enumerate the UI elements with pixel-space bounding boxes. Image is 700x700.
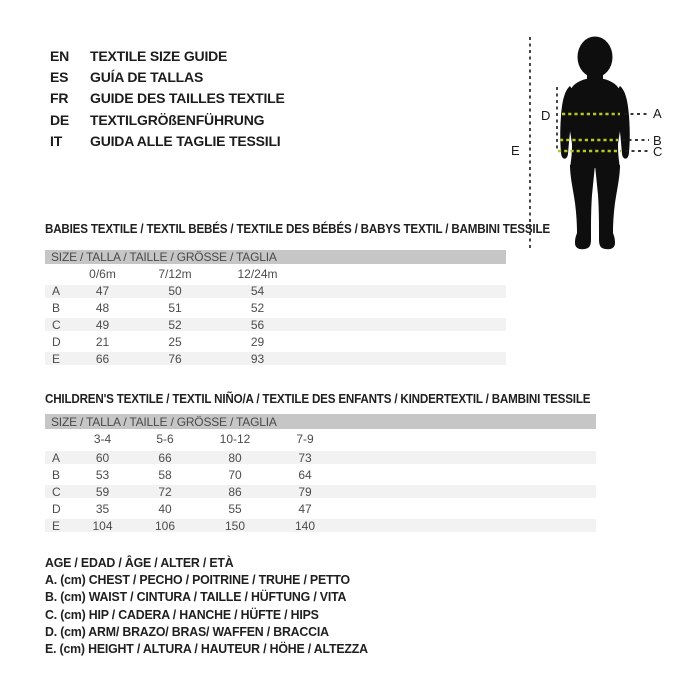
children-size-table <box>45 414 596 534</box>
cell: 86 <box>228 484 242 499</box>
language-title: GUÍA DE TALLAS <box>90 68 204 85</box>
cell: 54 <box>250 284 265 299</box>
figure-label-e: E <box>511 143 520 158</box>
language-title: TEXTILE SIZE GUIDE <box>90 47 228 64</box>
column-header-row <box>45 264 506 283</box>
language-title: TEXTILGRÖßENFÜHRUNG <box>90 111 265 128</box>
cell: 29 <box>250 334 265 349</box>
cell: 58 <box>158 467 172 482</box>
cell: 59 <box>95 484 110 499</box>
size-header-bar: SIZE / TALLA / TAILLE / GRÖSSE / TAGLIA <box>45 250 506 264</box>
table-row <box>45 449 596 466</box>
cell: 60 <box>95 450 110 465</box>
language-row-de <box>50 109 285 130</box>
cell: 66 <box>95 351 110 366</box>
language-code: FR <box>50 90 69 107</box>
row-label: E <box>52 351 61 366</box>
row-label: B <box>52 301 61 316</box>
figure-label-c: C <box>653 144 663 159</box>
table-row <box>45 483 596 500</box>
cell: 70 <box>228 467 242 482</box>
cell: 56 <box>250 317 265 332</box>
babies-size-table <box>45 250 506 367</box>
cell: 25 <box>168 334 182 349</box>
cell: 52 <box>168 317 182 332</box>
language-row-en <box>50 45 285 66</box>
legend-item-waist: B. (cm) WAIST / CINTURA / TAILLE / HÜFTUNG / VITA <box>45 589 347 605</box>
cell: 93 <box>250 351 265 366</box>
language-row-es <box>50 66 285 87</box>
table-row <box>45 333 506 350</box>
table-row <box>45 317 506 334</box>
row-label: A <box>52 284 61 299</box>
cell: 53 <box>95 467 110 482</box>
row-label: E <box>52 518 61 533</box>
figure-label-d: D <box>541 108 551 123</box>
column-header: 12/24m <box>237 266 278 281</box>
language-code: ES <box>50 68 69 85</box>
cell: 106 <box>154 518 176 533</box>
legend-age-line: AGE / EDAD / ÂGE / ALTER / ETÀ <box>45 555 234 571</box>
cell: 55 <box>228 501 242 516</box>
column-header: 7-9 <box>296 432 314 446</box>
cell: 51 <box>168 301 182 316</box>
cell: 47 <box>298 501 312 516</box>
table-row <box>45 500 596 517</box>
column-header: 10-12 <box>219 432 251 446</box>
child-silhouette <box>560 37 630 250</box>
column-header-row <box>45 429 596 449</box>
language-row-fr <box>50 88 285 109</box>
row-label: A <box>52 450 61 465</box>
table-row <box>45 283 506 300</box>
cell: 76 <box>168 351 182 366</box>
cell: 40 <box>158 501 172 516</box>
table-row <box>45 350 506 367</box>
cell: 80 <box>228 450 242 465</box>
language-code: DE <box>50 111 70 128</box>
column-header: 7/12m <box>158 266 192 281</box>
cell: 79 <box>298 484 312 499</box>
language-code: IT <box>50 132 63 149</box>
cell: 35 <box>95 501 110 516</box>
language-row-it <box>50 130 285 151</box>
cell: 73 <box>298 450 312 465</box>
cell: 66 <box>158 450 172 465</box>
column-header: 5-6 <box>156 432 174 446</box>
figure-label-b: B <box>653 133 662 148</box>
column-header: 0/6m <box>89 266 116 281</box>
cell: 140 <box>294 518 316 533</box>
babies-table-heading: BABIES TEXTILE / TEXTIL BEBÉS / TEXTILE DES BÉBÉS / BABYS TEXTIL / BAMBINI TESSILE <box>45 222 550 236</box>
cell: 52 <box>250 301 265 316</box>
cell: 150 <box>224 518 246 533</box>
measurement-legend <box>45 554 385 657</box>
legend-item-chest: A. (cm) CHEST / PECHO / POITRINE / TRUHE / PETTO <box>45 572 350 588</box>
row-label: D <box>52 501 61 516</box>
size-header-bar: SIZE / TALLA / TAILLE / GRÖSSE / TAGLIA <box>45 414 596 429</box>
column-header: 3-4 <box>93 432 112 446</box>
table-row <box>45 466 596 483</box>
language-title: GUIDA ALLE TAGLIE TESSILI <box>90 132 281 149</box>
cell: 104 <box>92 518 113 533</box>
cell: 50 <box>168 284 182 299</box>
cell: 21 <box>95 334 110 349</box>
row-label: D <box>52 334 61 349</box>
language-list <box>50 45 285 151</box>
children-table-heading: CHILDREN'S TEXTILE / TEXTIL NIÑO/A / TEXTILE DES ENFANTS / KINDERTEXTIL / BAMBINI TESSILE <box>45 392 591 406</box>
cell: 48 <box>95 301 110 316</box>
table-row <box>45 517 596 534</box>
legend-item-hip: C. (cm) HIP / CADERA / HANCHE / HÜFTE / HIPS <box>45 606 319 622</box>
cell: 49 <box>95 317 110 332</box>
cell: 64 <box>298 467 312 482</box>
language-title: GUIDE DES TAILLES TEXTILE <box>90 90 285 107</box>
language-code: EN <box>50 47 70 64</box>
legend-item-arm: D. (cm) ARM/ BRAZO/ BRAS/ WAFFEN / BRACCIA <box>45 623 329 639</box>
row-label: B <box>52 467 61 482</box>
cell: 72 <box>158 484 172 499</box>
figure-label-a: A <box>653 106 662 121</box>
table-row <box>45 300 506 317</box>
legend-item-height: E. (cm) HEIGHT / ALTURA / HAUTEUR / HÖHE / ALTEZZA <box>45 641 368 657</box>
row-label: C <box>52 317 61 332</box>
cell: 47 <box>95 284 110 299</box>
row-label: C <box>52 484 61 499</box>
